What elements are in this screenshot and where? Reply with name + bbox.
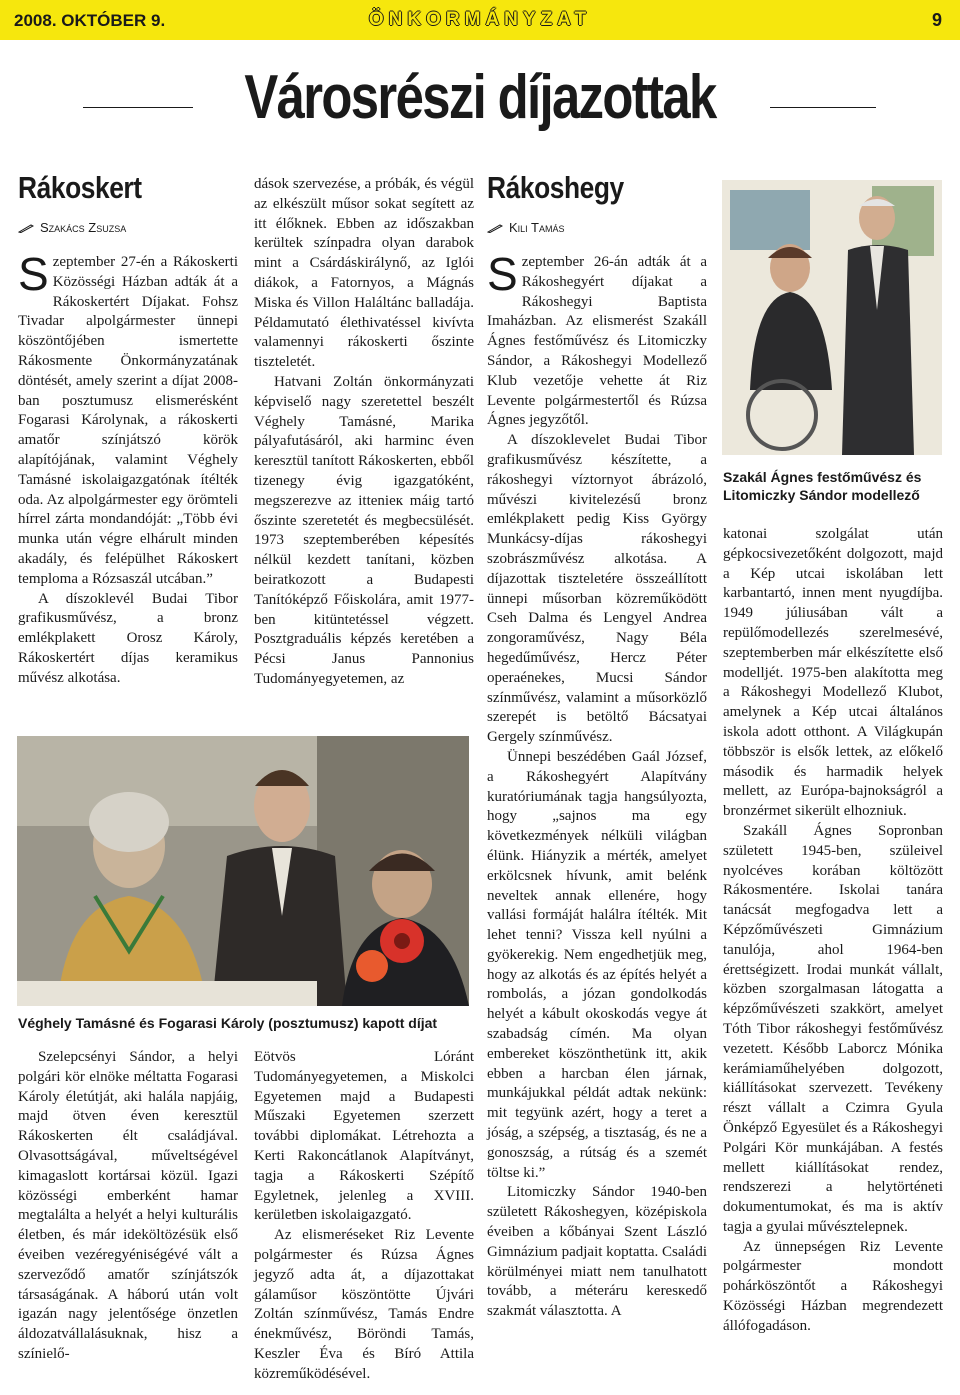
- rakoskert-bottom-paragraph-3: Az elismeréseket Riz Levente polgármester és Rúzsa Ágnes jegyző adta át, a díjazottakat gálaműsor köszöntötte Újvári Zoltán színművész, Tamás Endre énekművész, Böröndi Tamás, Keszler Éva és Bíró Attila közreműködésével.: [254, 1227, 474, 1382]
- page-title: Városrészi díjazottak: [244, 63, 716, 132]
- rakoshegy-col4-paragraph-2: Szakáll Ágnes Sopronban született 1945-ben, szüleivel nyolcéves korában költözött Rákosmentére. Iskolai tanára tanácsát megfogadva lett a Képzőművészeti Gimnázium tanulója, ahol 1964-ben érettségizett. Irodai munkát vállalt, közben szorgalmasan látogatta a képzőművészeti szakkört, amelyet Tóth Tibor rákoshegyi festőművész vezetett. Később Laborcz Mónika kerámiaműhelyében dolgozott, kiállításokat szervezett. Tevékeny részt vállalt a Czimra Gyula Önképző Egyesület és a Rákoshegyi Polgári Kör munkájában. A festés mellett kiállításokat rendez, rendszerezi a helytörténeti dokumentumokat, és ma is aktív tagja a gyulai művésztelepnek.: [723, 822, 943, 1235]
- header-bar: [0, 0, 960, 40]
- rakoshegy-col4-paragraph-3: Az ünnepségen Riz Levente polgármester mondott pohárköszöntőt a Rákoshegyi Közösségi Házban megrendezett állófogadáson.: [723, 1238, 943, 1334]
- pen-icon: [487, 223, 503, 233]
- section-title: ÖNKORMÁNYZAT: [368, 9, 592, 30]
- rakoshegy-column-1: [487, 170, 707, 1322]
- rakoshegy-paragraph-4: Litomiczky Sándor 1940-ben született Rákoshegyen, középiskola éveiben a kőbányai Szent László Gimnázium padjait koptatta. Családi körülményei miatt nem tanulhatott tovább, a méteráru keresкedő szakmát választotta. A: [487, 1184, 707, 1320]
- rakoskert-bottom-column-2: [254, 1048, 474, 1385]
- rakoskert-photo-caption: Véghely Tamásné és Fogarasi Károly (posztumusz) kapott díjat: [18, 1015, 438, 1031]
- rakoskert-bottom-paragraph-1: Szelepcsényi Sándor, a helyi polgári kör elnöke méltatta Fogarasi Károly életútját, aki halála napjáig, majd ötven éven keresztül Rákoskerten élt családjával. Olvasottságával, műveltségével kimagaslott kortársai közül. Igazi közösségi emberként hamar megtalálta a helyét a helyi kulturális életben, és már ideköltözésük első éveiben vezéregyéniségévé vált a szerveződő amatőr színjátszók társaságának. A háború után volt igazán nagy jelentősége önzetlen áldozatvállalásuknak, hisz a színielő-: [18, 1049, 238, 1362]
- rakoskert-drop-cap: S: [18, 248, 49, 300]
- rakoskert-award-photo: [17, 736, 469, 1006]
- award-photo-illustration: [17, 736, 469, 1006]
- rakoskert-col2-paragraph-2: Hatvani Zoltán önkormányzati képviselő nagy szeretettel beszélt Véghely Tamásné, Marika pályafutásáról, aki harminc éven keresztül tanított Rákoskerten, ebből tizenegy évig igazgatóként, megszerezve az ittenieк máig tartó őszinte szeretetét és megbecsülését. 1973 szeptemberében képesítés nélkül kezdett tanítani, közben beiratkozott a Budapesti Tanítóképző Főiskolára, amit 1977-ben kitüntetéssel végzett. Posztgraduális képzés keretében a Pécsi Janus Pannonius Tudományegyetemen, az: [254, 373, 474, 687]
- rakoshegy-column-2: [723, 525, 943, 1337]
- rakoshegy-byline: [487, 220, 707, 235]
- rakoskert-byline: [18, 220, 238, 235]
- rakoskert-col2-paragraph-1: dások szervezése, a próbák, és végül az elkészült műsor sokat segített az itt élőknek. Ebben az időszakban kerültek színpadra olyan darabok mint a Csárdáskirálynő, az Iglói diákok, a Fatornyos, a Mágnás Miska és Villon Haláltánc balladája. Példamutató élethivatéssel kivívta valamennyi rákoskerti őszinte tiszteletét.: [254, 176, 474, 371]
- rakoshegy-drop-cap: S: [487, 248, 518, 300]
- rakoskert-column-1: [18, 170, 238, 689]
- rakoshegy-paragraph-3: Ünnepi beszédében Gaál József, a Rákoshegyért Alapítvány kuratóriumának tagja hangsúlyozta, hogy „sajnos ma egy követkеzmények nélküli világban élünk. Hiányzik a mérték, amelyet erkölcsnek hívunk, amit belénk neveltek annak ellenére, hogy vallási formáját halálra ítélték. Mit lehet tenni? Vissza kell nyúlni a gyökerekig. Nem engedhetjük meg, hogy az alkotás és az építés helyét a rombolás, a józan gondolkodás helyét a kábult okoskodás vegye át szabadság címén. Ma olyan embereket köszönthetünk itt, akik ebben a harcban élen járnak, munkájukkal példát adtak nekünk: mit tegyünk azért, hogy a teret a jóság, a szépség, a tisztaság, és ne a gonoszság, a rútság és a szemét töltse ki.”: [487, 748, 707, 1181]
- rakoshegy-paragraph-1: zeptember 26-án adták át a Rákoshegyért díjakat a Rákoshegyi Baptista Imaházban. Az elismerést Szakáll Ágnes festőművész és Litomiczky Sándor, a Rákoshegyi Modellező Klub vezetője vehette át Riz Levente polgármestertől és Rúzsa Ágnes jegyzőtől.: [487, 254, 707, 429]
- rakoskert-paragraph-1: zeptember 27-én a Rákoskerti Közösségi Házban adták át a Rákoskertért Díjakat. Fohsz Tivadar alpolgármester ünnepi köszöntőjében ismertette Rákosmente Önkormányzatának döntését, amely szerint a díjat 2008-ban posztumusz elismerésként Fogarasi Károlynak, a rákoskerti amatőr színjátszó körök alapítójának, valamint Véghely Tamásné iskolaigazgatónak ítélték oda. Az alpolgármester egy örömteli hírrel zárta mondandóját: „Több évi munka után végre elhárult minden akadály, és felépülhet Rákoskert temploma a Rózsaszál utcában.”: [18, 254, 238, 587]
- pen-icon: [18, 223, 34, 233]
- rakoshegy-col4-paragraph-1: katonai szolgálat után gépkocsivezetőként dolgozott, majd a Kép utcai iskolában lett karbantartó, innen ment nyugdíjba. 1949 júliusában vált a repülőmodellezés szerelmesévé, szeptemberben már elkészítette első modelljét. 1975-ben alakította meg a Rákoshegyi Modellező Klubot, amelynek a Kép utcai általános iskola adott otthont. A Világkupán többször is elsők lettek, az előkelő második és harmadik helyek mellett, az Európa-bajnokságról a bronzérmet sikerült elhozniuk.: [723, 526, 943, 820]
- rakoskert-author: Szakács Zsuzsa: [40, 220, 127, 235]
- headline-block: [0, 62, 960, 152]
- page-number: 9: [931, 10, 942, 30]
- rakoshegy-author: Kili Tamás: [509, 220, 565, 235]
- rakoskert-column-2: [254, 175, 474, 690]
- rakoskert-paragraph-2: A díszoklevél Budai Tibor grafikusművész, a bronz emlékplakett Orosz Károly, Rákoskertért díjas keramikus művész alkotása.: [18, 590, 238, 686]
- rakoshegy-paragraph-2: A díszoklevelet Budai Tibor grafikusművész készítette, a rákoshegyi víztornyot ábrázoló, művészi kivitelezésű bronz emlékplakett pedig Kiss György Munkácsy-díjas rákoshegyi szobrászművész alkotása. A díjazottak tiszteletére összeállított ünnepi műsorban közreműködött Cseh Dalma és Lengyel Andrea zongoraművész, Nagy Béla hegedűművész, Hercz Péter operaénekes, Mucsi Sándor színművész, valamint a műsorközlő szerepét is betöltő Bácsatyai Gergely színművész.: [487, 432, 707, 746]
- rakoskert-bottom-column-1: [18, 1048, 238, 1365]
- rakoskert-bottom-paragraph-2: Eötvös Lóránt Tudományegyetemen, a Miskolci Egyetemen majd a Budapesti Műszaki Egyetemen szerzett további diplomákat. Létrehozta a Kerti Rakoncátlanok Alapítványt, tagja a Rákoskerti Szépítő Egyletnek, jelenleg a XVIII. kerületben iskolaigazgató.: [254, 1049, 474, 1224]
- rakoshegy-photo-caption: Szakál Ágnes festőművész és Litomiczky Sándor modellező: [723, 469, 922, 503]
- rakoshegy-photo-illustration: [722, 180, 942, 455]
- rakoshegy-heading: Rákoshegy: [487, 170, 624, 205]
- rakoshegy-award-photo: [722, 180, 942, 455]
- rakoskert-heading: Rákoskert: [18, 170, 142, 205]
- issue-date: 2008. OKTÓBER 9.: [14, 11, 166, 30]
